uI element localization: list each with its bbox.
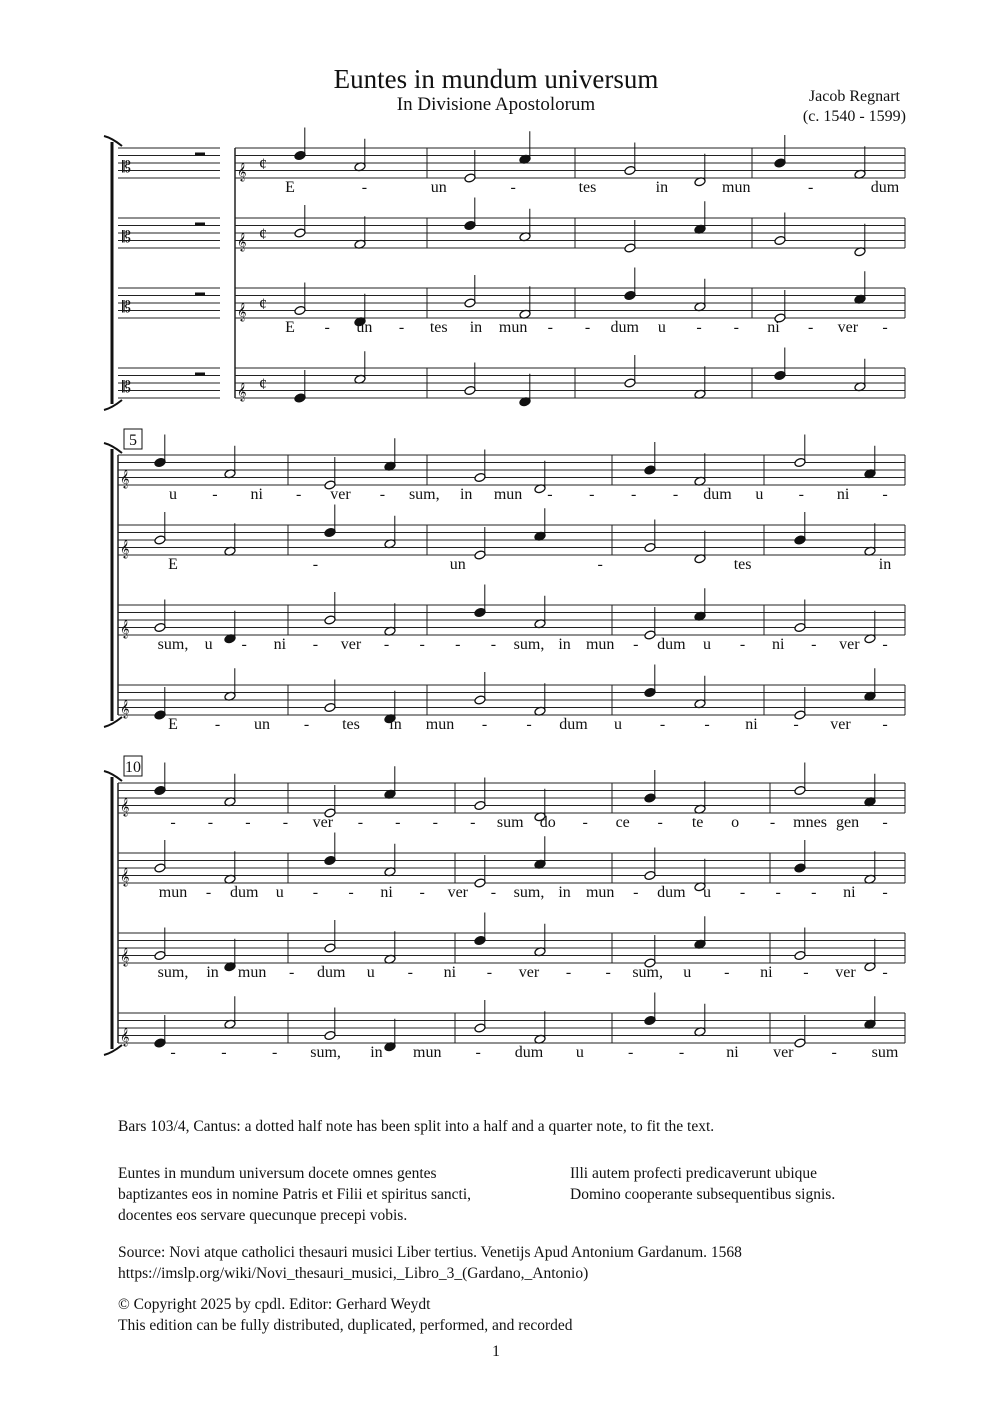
lyric-syllable: - [589,486,595,503]
lyric-syllable: - [811,636,817,653]
lyric-syllable: - [628,1044,634,1061]
lyric-syllable: ver [835,964,856,981]
note-head [794,863,806,873]
lyric-syllable: E [285,319,295,336]
lyric-syllable: ni [836,486,850,503]
text-line: Domino cooperante subsequentibus signis. [570,1186,836,1203]
lyric-syllable: - [807,319,814,336]
note-head [464,220,476,230]
lyric-syllable: - [633,884,639,901]
source-citation [118,1242,742,1284]
c-clef-icon: 𝄡 [122,299,131,316]
lyric-syllable: mun [585,884,615,901]
lyric-syllable: sum, [408,486,440,503]
lyrics-text-right [570,1163,835,1205]
lyric-syllable: sum, [632,964,664,981]
lyric-syllable: in [206,964,219,981]
lyric-syllable: - [678,1044,685,1061]
note-head [324,615,336,625]
lyric-syllable: ver [830,716,851,733]
lyric-syllable: - [419,884,425,901]
lyric-syllable: u [575,1044,584,1061]
lyric-syllable: - [221,1044,227,1061]
lyric-syllable: - [170,1044,176,1061]
lyric-syllable: sum, [157,636,189,653]
note-head [624,378,636,388]
note-head [324,855,336,865]
text-line: Illi autem profecti predicaverunt ubique [570,1165,818,1182]
treble-clef-icon: 𝄞 [237,304,247,321]
lyric-syllable: - [470,814,476,831]
lyric-syllable: te [691,814,704,831]
lyric-syllable: - [882,486,888,503]
lyric-syllable: in [389,716,402,733]
lyric-syllable: - [526,716,532,733]
c-clef-icon: 𝄡 [122,379,131,396]
lyric-syllable: - [432,814,438,831]
note-head [294,305,306,315]
lyric-syllable: ver [773,1044,794,1061]
lyric-syllable: u [755,486,764,503]
note-head [294,228,306,238]
note-head [474,550,486,560]
lyric-syllable: u [683,964,692,981]
lyric-syllable: E [285,179,295,196]
treble-clef-icon: 𝄞 [237,164,247,181]
note-head [154,535,166,545]
note-head [474,800,486,810]
lyric-syllable: u [204,636,213,653]
lyric-syllable: E [168,556,178,573]
treble-clef-icon: 𝄞 [120,869,130,886]
lyric-syllable: sum, [513,636,545,653]
treble-clef-icon: 𝄞 [120,1029,130,1046]
lyric-syllable: ver [837,319,859,336]
lyric-syllable: - [295,486,302,503]
lyric-syllable: - [659,716,666,733]
note-head [624,165,636,175]
note-head [794,457,806,467]
lyric-syllable: u [614,716,622,733]
treble-clef-icon: 𝄞 [120,471,130,488]
lyric-syllable: ver [518,964,540,981]
lyric-syllable: - [272,1044,278,1061]
lyric-syllable: - [395,814,401,831]
lyric-syllable: ni [771,636,785,653]
lyric-syllable: - [605,964,611,981]
lyric-syllable: ni [767,319,780,336]
lyric-syllable: sum, [513,884,545,901]
lyric-syllable: o [731,814,740,831]
treble-clef-icon: 𝄞 [237,384,247,401]
note-head [154,1038,166,1048]
time-signature: ¢ [259,156,267,173]
lyric-syllable: dum [514,1044,544,1061]
lyric-syllable: un [449,556,466,573]
lyric-syllable: - [584,319,591,336]
note-head [474,878,486,888]
note-head [794,785,806,795]
lyric-syllable: ni [843,884,856,901]
lyric-syllable: sum, [157,964,189,981]
note-head [154,622,166,632]
lyric-syllable: - [739,884,746,901]
time-signature: ¢ [259,376,267,393]
lyric-syllable: u [703,884,711,901]
note-head [324,527,336,537]
note-head [644,465,656,475]
note-head [644,1015,656,1025]
page-number: 1 [492,1343,500,1360]
lyric-syllable: dum [229,884,259,901]
time-signature: ¢ [259,226,267,243]
rest [195,223,205,226]
note-head [644,630,656,640]
lyric-syllable: u [169,486,177,503]
rest [195,373,205,376]
lyric-syllable: u [366,964,375,981]
lyric-syllable: sum [496,814,524,831]
lyrics-text-left [118,1163,471,1226]
lyric-syllable: - [739,636,746,653]
lyric-syllable: ni [380,884,393,901]
composer-name: Jacob Regnart [808,88,900,105]
lyric-syllable: - [398,319,405,336]
license-line: This edition can be fully distributed, duplicated, performed, and recorded [118,1317,573,1334]
lyric-syllable: ver [312,814,334,831]
note-head [294,150,306,160]
lyric-syllable: - [282,814,289,831]
lyric-syllable: in [655,179,669,196]
lyric-syllable: - [324,319,330,336]
note-head [154,950,166,960]
lyric-syllable: - [212,486,218,503]
lyric-syllable: u [703,636,711,653]
lyric-syllable: u [657,319,666,336]
note-head [464,385,476,395]
lyric-syllable: dum [316,964,346,981]
lyric-syllable: - [205,884,212,901]
lyric-syllable: - [807,179,814,196]
lyric-syllable: tes [429,319,448,336]
copyright-block [118,1294,573,1336]
lyric-syllable: - [724,964,730,981]
lyric-syllable: tes [733,556,752,573]
note-head [464,173,476,183]
note-head [474,472,486,482]
lyric-syllable: - [245,814,251,831]
bar-number: 10 [125,759,141,776]
lyric-syllable: - [547,319,553,336]
lyric-syllable: - [357,814,364,831]
rest [195,293,205,296]
lyric-syllable: - [733,319,739,336]
lyric-syllable: - [704,716,710,733]
lyric-syllable: - [510,179,516,196]
lyric-syllable: - [312,884,319,901]
lyric-syllable: - [407,964,413,981]
lyric-syllable: dum [703,486,732,503]
note-head [624,290,636,300]
note-head [474,607,486,617]
lyric-syllable: - [798,486,804,503]
lyric-syllable: - [455,636,461,653]
note-head [324,1030,336,1040]
note-head [464,298,476,308]
lyric-syllable: - [383,636,390,653]
lyric-syllable: in [370,1044,383,1061]
lyric-syllable: un [356,319,373,336]
lyric-syllable: ver [839,636,860,653]
lyric-syllable: - [882,716,888,733]
lyric-syllable: tes [578,179,597,196]
lyric-syllable: mun [722,179,751,196]
lyric-syllable: sum, [310,1044,341,1061]
treble-clef-icon: 𝄞 [237,234,247,251]
note-head [154,785,166,795]
lyric-syllable: - [312,556,319,573]
note-head [794,1038,806,1048]
lyric-syllable: - [831,1044,837,1061]
lyric-syllable: ni [745,716,758,733]
lyric-syllable: mun [237,964,267,981]
lyric-syllable: - [775,884,781,901]
lyric-syllable: - [490,884,497,901]
note-head [794,622,806,632]
lyric-syllable: - [361,179,368,196]
lyric-syllable: - [882,636,888,653]
lyric-syllable: un [430,179,447,196]
lyric-syllable: ni [443,964,457,981]
lyric-syllable: - [882,964,888,981]
lyric-syllable: - [672,486,679,503]
lyric-syllable: - [882,319,888,336]
lyric-syllable: - [597,556,603,573]
lyric-syllable: - [170,814,176,831]
text-line: Euntes in mundum universum docete omnes gentes [118,1165,437,1182]
lyric-syllable: dum [657,636,686,653]
note-head [154,863,166,873]
source-line: Source: Novi atque catholici thesauri musici Liber tertius. Venetijs Apud Antonium Gardanum. 1568 [118,1244,742,1261]
lyric-syllable: - [882,814,888,831]
note-head [474,1023,486,1033]
lyric-syllable: - [657,814,663,831]
lyric-syllable: sum [871,1044,899,1061]
lyric-syllable: ver [340,636,362,653]
lyric-syllable: - [207,814,214,831]
lyric-syllable: mnes [793,814,827,831]
lyric-syllable: dum [610,319,639,336]
note-head [644,687,656,697]
lyric-syllable: in [558,884,571,901]
page-title: Euntes in mundum universum [333,64,659,94]
lyric-syllable: - [547,486,553,503]
composer-dates: (c. 1540 - 1599) [802,108,906,125]
lyric-syllable: dum [559,716,588,733]
note-head [794,535,806,545]
lyric-syllable: mun [585,636,615,653]
treble-clef-icon: 𝄞 [120,621,130,638]
lyric-syllable: E [168,716,178,733]
lyric-syllable: dum [870,179,900,196]
source-link[interactable]: https://imslp.org/wiki/Novi_thesauri_musici,_Libro_3_(Gardano,_Antonio) [118,1265,589,1282]
treble-clef-icon: 𝄞 [120,701,130,718]
note-head [474,935,486,945]
lyric-syllable: - [312,636,319,653]
lyric-syllable: - [882,884,888,901]
lyric-syllable: - [490,636,497,653]
note-head [324,943,336,953]
c-clef-icon: 𝄡 [122,229,131,246]
lyric-syllable: - [379,486,386,503]
lyric-syllable: mun [498,319,528,336]
lyric-syllable: - [696,319,702,336]
note-head [774,370,786,380]
lyric-syllable: in [469,319,483,336]
note-head [774,158,786,168]
lyric-syllable: mun [425,716,455,733]
time-signature: ¢ [259,296,267,313]
lyric-syllable: - [481,716,488,733]
copyright-line: © Copyright 2025 by cpdl. Editor: Gerhard Weydt [118,1296,431,1313]
note-head [154,457,166,467]
note-head [774,235,786,245]
note-head [474,695,486,705]
lyric-syllable: dum [657,884,686,901]
lyric-syllable: tes [342,716,360,733]
treble-clef-icon: 𝄞 [120,541,130,558]
note-head [644,542,656,552]
lyric-syllable: do [539,814,556,831]
lyric-syllable: mun [493,486,523,503]
note-head [644,793,656,803]
lyric-syllable: - [214,716,221,733]
lyric-syllable: - [419,636,425,653]
lyric-syllable: - [631,486,637,503]
editorial-note: Bars 103/4, Cantus: a dotted half note has been split into a half and a quarter note, to fit the text. [118,1118,715,1135]
lyric-syllable: - [633,636,639,653]
lyric-syllable: - [582,814,588,831]
lyric-syllable: u [275,884,284,901]
lyric-syllable: - [803,964,809,981]
lyric-syllable: - [289,964,295,981]
lyric-syllable: ni [760,964,773,981]
lyric-syllable: - [475,1044,481,1061]
bar-number: 5 [129,432,137,449]
treble-clef-icon: 𝄞 [120,949,130,966]
lyric-syllable: in [459,486,473,503]
note-head [324,702,336,712]
lyric-syllable: ver [447,884,469,901]
lyric-syllable: - [486,964,493,981]
lyric-syllable: ce [615,814,630,831]
lyric-syllable: - [769,814,776,831]
lyric-syllable: - [793,716,799,733]
text-line: docentes eos servare quecunque precepi vobis. [118,1207,408,1224]
treble-clef-icon: 𝄞 [120,799,130,816]
note-head [644,870,656,880]
lyric-syllable: - [348,884,354,901]
note-head [294,393,306,403]
lyric-syllable: in [558,636,571,653]
page-subtitle: In Divisione Apostolorum [396,94,596,115]
lyric-syllable: ver [330,486,351,503]
lyric-syllable: - [303,716,310,733]
lyric-syllable: ni [273,636,287,653]
lyric-syllable: ni [250,486,263,503]
lyric-syllable: in [878,556,892,573]
rest [195,153,205,156]
lyric-syllable: gen [835,814,860,831]
lyric-syllable: mun [413,1044,442,1061]
note-head [794,950,806,960]
c-clef-icon: 𝄡 [122,159,131,176]
text-line: baptizantes eos in nomine Patris et Filii et spiritus sancti, [118,1186,472,1203]
note-head [624,243,636,253]
lyric-syllable: - [565,964,572,981]
lyric-syllable: un [254,716,270,733]
lyric-syllable: - [811,884,817,901]
note-head [154,710,166,720]
lyric-syllable: mun [158,884,188,901]
lyric-syllable: ni [726,1044,739,1061]
lyric-syllable: - [241,636,247,653]
